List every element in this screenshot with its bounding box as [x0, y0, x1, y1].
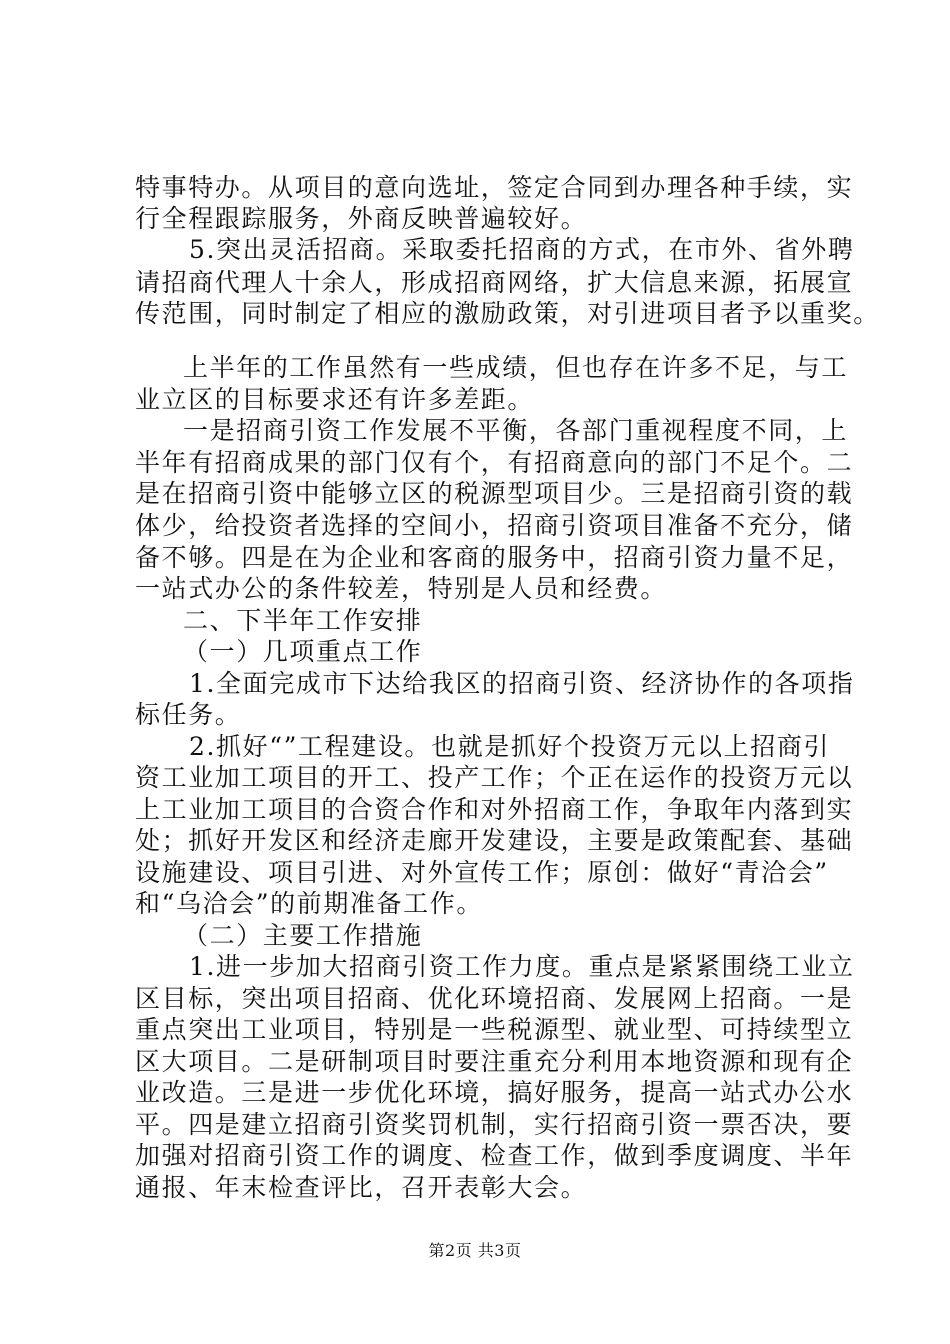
section-heading: 二、下半年工作安排 [183, 606, 423, 635]
text-line: 行全程跟踪服务，外商反映普遍较好。 [135, 204, 588, 233]
text-line: 资工业加工项目的开工、投产工作；个正在运作的投资万元以 [135, 763, 854, 792]
text-line: 请招商代理人十余人，形成招商网络，扩大信息来源，拓展宣 [135, 268, 854, 297]
text-line: 一站式办公的条件较差，特别是人员和经费。 [135, 574, 668, 603]
text-line: 传范围，同时制定了相应的激励政策，对引进项目者予以重奖。 [135, 299, 880, 328]
text-line: 通报、年末检查评比，召开表彰大会。 [135, 1173, 588, 1202]
text-line: 是在招商引资中能够立区的税源型项目少。三是招商引资的载 [135, 479, 854, 508]
subsection-heading: （一）几项重点工作 [183, 637, 423, 666]
subsection-heading: （二）主要工作措施 [183, 921, 423, 950]
text-line: 体少，给投资者选择的空间小，招商引资项目准备不充分，储 [135, 511, 854, 540]
text-line: 业改造。三是进一步优化环境，搞好服务，提高一站式办公水 [135, 1078, 854, 1107]
page-footer: 第2页 共3页 [428, 1241, 522, 1260]
text-line: 区目标，突出项目招商、优化环境招商、发展网上招商。一是 [135, 984, 854, 1013]
text-line: 上工业加工项目的合资合作和对外招商工作，争取年内落到实 [135, 795, 854, 824]
text-line: 业立区的目标要求还有许多差距。 [135, 385, 535, 414]
text-line: 特事特办。从项目的意向选址，签定合同到办理各种手续，实 [135, 173, 854, 202]
text-line: 设施建设、项目引进、对外宣传工作；原创：做好“青洽会” [135, 858, 829, 887]
text-line: 上半年的工作虽然有一些成绩，但也存在许多不足，与工 [183, 353, 849, 382]
text-line: 一是招商引资工作发展不平衡，各部门重视程度不同，上 [183, 416, 849, 445]
text-line: 标任务。 [135, 700, 242, 729]
text-line: 备不够。四是在为企业和客商的服务中，招商引资力量不足， [135, 543, 854, 572]
text-line: 1.全面完成市下达给我区的招商引资、经济协作的各项指 [189, 669, 855, 698]
text-line: 平。四是建立招商引资奖罚机制，实行招商引资一票否决，要 [135, 1110, 854, 1139]
text-line: 2.抓好“”工程建设。也就是抓好个投资万元以上招商引 [189, 732, 831, 761]
text-line: 1.进一步加大招商引资工作力度。重点是紧紧围绕工业立 [189, 952, 855, 981]
text-line: 加强对招商引资工作的调度、检查工作，做到季度调度、半年 [135, 1141, 854, 1170]
text-line: 和“乌洽会”的前期准备工作。 [135, 889, 483, 918]
text-line: 半年有招商成果的部门仅有个，有招商意向的部门不足个。二 [135, 448, 854, 477]
text-line: 区大项目。二是研制项目时要注重充分利用本地资源和现有企 [135, 1047, 854, 1076]
text-line: 5.突出灵活招商。采取委托招商的方式，在市外、省外聘 [189, 235, 855, 264]
text-line: 重点突出工业项目，特别是一些税源型、就业型、可持续型立 [135, 1015, 854, 1044]
text-line: 处；抓好开发区和经济走廊开发建设，主要是政策配套、基础 [135, 826, 854, 855]
